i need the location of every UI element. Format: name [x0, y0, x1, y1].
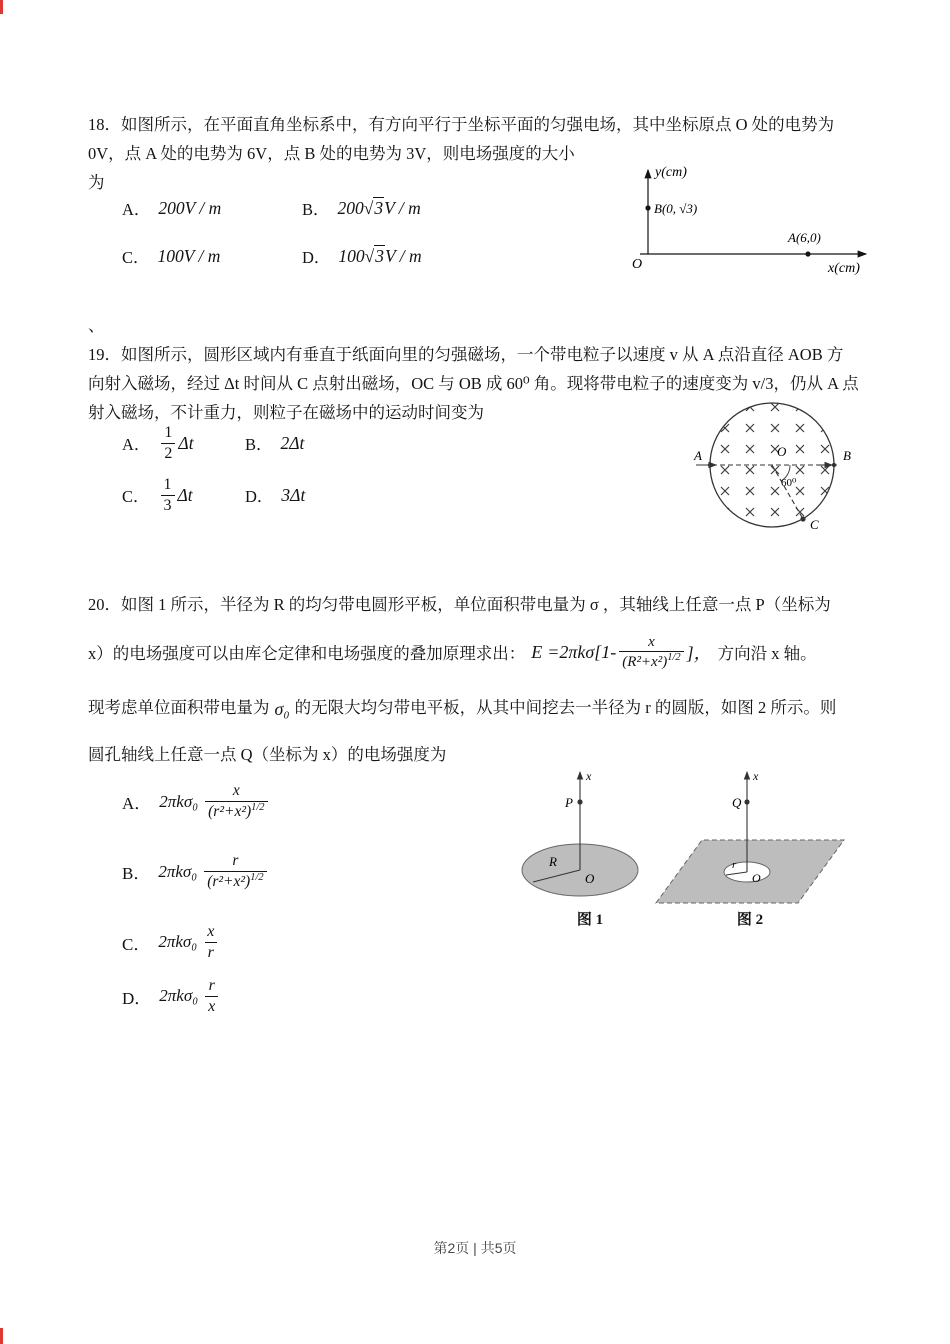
point-a-label: A: [694, 448, 702, 463]
point-q-label: Q: [732, 795, 742, 810]
axis-label: x: [586, 769, 592, 783]
option-label: A．: [122, 435, 151, 455]
fraction: $\frac{x}{r}$: [204, 922, 217, 962]
fraction: $\frac{1}{3}$: [161, 475, 175, 515]
q19-options: [122, 423, 305, 515]
point-q-dot: [744, 799, 749, 804]
center-o-label: O: [777, 444, 787, 459]
origin-label: O: [585, 871, 595, 886]
coefficient: 2πkσ₀: [159, 986, 199, 1006]
option-label: B．: [302, 200, 330, 219]
point-a-dot: [708, 463, 712, 467]
option-value: 100V / m: [157, 245, 221, 266]
point-a-dot: [805, 251, 810, 256]
point-b-label: B(0, √3): [654, 201, 698, 216]
q19-stem-line-2: 向射入磁场，经过 Δt 时间从 C 点射出磁场，OC 与 OB 成 60⁰ 角。现将带电粒子的速度变为 v/3，仍从 A 点: [88, 374, 859, 393]
radius-label: R: [549, 854, 557, 869]
option-value: Δt: [177, 484, 193, 505]
q19-option-d: [245, 475, 305, 515]
option-label: C．: [122, 934, 151, 954]
coefficient: 2πkσ₀: [158, 861, 198, 881]
q20-line2-tail: 方向沿 x 轴。: [717, 644, 817, 663]
angle-label: 60⁰: [781, 477, 797, 489]
option-value: Δt: [178, 432, 194, 453]
fraction: $\frac{x}{(r^2+x^2)^{1/2}}$: [205, 782, 267, 822]
q19-magnetic-field-diagram: [690, 398, 870, 548]
point-p-dot: [577, 799, 582, 804]
q18-options: [122, 196, 422, 268]
q20-stem-line-3: 现考虑单位面积带电量为 σ₀ 的无限大均匀带电平板，从其中间挖去一半径为 r 的圆版，如图 2 所示。则: [88, 698, 837, 719]
q20-stem-line-4: 圆孔轴线上任意一点 Q（坐标为 x）的电场强度为: [88, 745, 447, 764]
fraction: $\frac{r}{(r^2+x^2)^{1/2}}$: [204, 852, 266, 892]
q19-option-a: [122, 423, 245, 463]
option-value: 100√3V / m: [338, 245, 422, 266]
point-a-label: A(6,0): [788, 230, 821, 245]
sigma-zero: σ₀: [274, 698, 290, 719]
fraction: $\frac{r}{x}$: [205, 976, 218, 1016]
q20-option-a: [122, 782, 271, 822]
option-value: 2Δt: [280, 432, 305, 453]
option-label: B．: [245, 435, 273, 455]
hole-radius-label: r: [732, 859, 737, 871]
point-b-dot: [645, 205, 650, 210]
point-b-label: B: [843, 448, 851, 463]
page-number: 第2页 | 共5页: [433, 1240, 517, 1256]
q18-option-b: [302, 196, 421, 220]
q20-line2-text: x）的电场强度可以由库仑定律和电场强度的叠加原理求出：: [88, 644, 526, 663]
option-label: D．: [122, 988, 152, 1008]
option-label: B．: [122, 864, 151, 884]
option-value: 200√3V / m: [337, 197, 421, 218]
option-label: C．: [122, 248, 150, 267]
sqrt-symbol: √: [364, 245, 375, 266]
x-axis-label: x(cm): [828, 261, 860, 276]
q19-option-b: [245, 423, 304, 463]
origin-label: O: [752, 871, 761, 885]
point-c-dot: [800, 516, 805, 521]
stray-mark: 、: [88, 316, 105, 335]
point-p-label: P: [565, 795, 573, 810]
axis-label: x: [753, 769, 759, 783]
option-label: D．: [245, 487, 274, 507]
formula-fraction: $\frac{x}{(R^2+x^2)^{1/2}}$: [619, 633, 683, 672]
option-label: D．: [302, 248, 331, 267]
radicand: 3: [374, 197, 384, 218]
crop-mark-bottom: [0, 1328, 3, 1344]
coefficient: 2πkσ₀: [159, 791, 199, 811]
radicand: 3: [375, 245, 385, 266]
fraction: $\frac{1}{2}$: [161, 423, 175, 463]
q18-stem-line-1: 18．如图所示，在平面直角坐标系中，有方向平行于坐标平面的匀强电场，其中坐标原点 O 处的电势为: [88, 115, 835, 134]
option-label: A．: [122, 794, 152, 814]
point-c-label: C: [810, 517, 819, 532]
q18-option-d: [302, 244, 422, 268]
q19-stem-line-3: 射入磁场，不计重力，则粒子在磁场中的运动时间变为: [88, 403, 484, 422]
origin-label: O: [632, 257, 643, 272]
option-value: 3Δt: [281, 484, 306, 505]
figure-1-caption: 图 1: [576, 912, 604, 928]
q18-stem-line-3: 为: [88, 173, 105, 192]
q20-figure-1-diagram: [515, 758, 665, 908]
q20-stem-line-1: 20．如图 1 所示，半径为 R 的均匀带电圆形平板，单位面积带电量为 σ ，其轴线上任意一点 P（坐标为: [88, 595, 831, 614]
q20-option-c: [122, 922, 220, 962]
option-value: 200V / m: [158, 197, 222, 218]
y-axis-label: y(cm): [655, 165, 687, 180]
coefficient: 2πkσ₀: [158, 932, 198, 952]
q20-option-b: [122, 852, 270, 892]
q18-option-a: [122, 196, 302, 220]
point-b-dot: [832, 463, 836, 467]
option-label: A．: [122, 200, 151, 219]
q18-option-c: [122, 244, 302, 268]
option-label: C．: [122, 487, 150, 507]
q18-coordinate-diagram: [598, 158, 888, 283]
q19-option-c: [122, 475, 245, 515]
crop-mark-top: [0, 0, 3, 14]
q20-stem-line-2: [88, 628, 908, 676]
q20-option-d: [122, 976, 221, 1016]
q20-figure-2-diagram: [650, 758, 850, 908]
sqrt-symbol: √: [363, 197, 374, 218]
field-formula: E =2πkσ[1- $\frac{x}{(R^2+x^2)^{1/2}}$ ]，: [531, 633, 712, 670]
q19-stem-line-1: 19．如图所示，圆形区域内有垂直于纸面向里的匀强磁场，一个带电粒子以速度 v 从 A 点沿直径 AOB 方: [88, 345, 844, 364]
figure-2-caption: 图 2: [736, 912, 764, 928]
q18-stem-line-2: 0V，点 A 处的电势为 6V，点 B 处的电势为 3V，则电场强度的大小: [88, 144, 575, 163]
